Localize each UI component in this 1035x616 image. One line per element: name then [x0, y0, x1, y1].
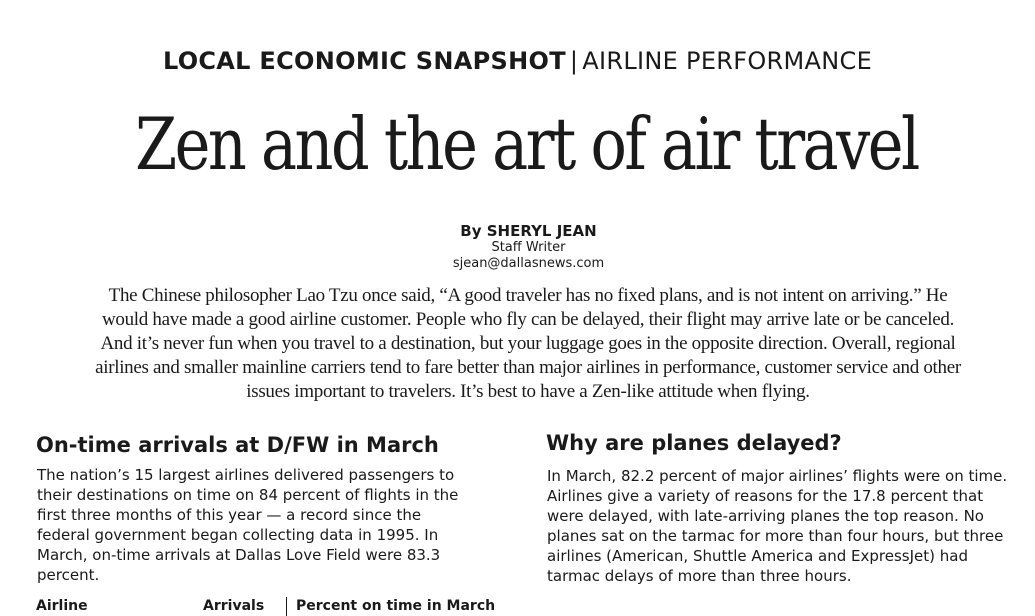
- kicker-separator: |: [569, 47, 579, 75]
- section-kicker: [0, 46, 1035, 76]
- kicker-topic: AIRLINE PERFORMANCE: [582, 47, 873, 75]
- on-time-heading: On-time arrivals at D/FW in March: [36, 433, 439, 457]
- byline-email: sjean@dallasnews.com: [452, 256, 605, 271]
- table-header-divider: [286, 597, 287, 616]
- delays-body: In March, 82.2 percent of major airlines’ flights were on time. Airlines give a variety of reasons for the 17.8 percent that were delayed, with late-arriving planes the top reason. No planes sat on the tarmac for more than four hours, but three airlines (American, Shuttle America and ExpressJet) had tarmac delays of more than three hours.: [547, 467, 1008, 585]
- byline-role: Staff Writer: [491, 240, 566, 255]
- delays-heading: Why are planes delayed?: [546, 431, 842, 455]
- on-time-body: The nation’s 15 largest airlines delivered passengers to their destinations on time on 84 percent of flights in the first three months of this year — a record since the federal government began collecting data in 1995. In March, on-time arrivals at Dallas Love Field were 83.3 percent.: [37, 466, 459, 584]
- table-header-airline: Airline: [36, 598, 88, 614]
- headline: Zen and the art of air travel: [135, 102, 918, 186]
- intro-paragraph: The Chinese philosopher Lao Tzu once said, “A good traveler has no fixed plans, and is not intent on arriving.” He would have made a good airline customer. People who fly can be delayed, their flight may arrive late or be canceled. And it’s never fun when you travel to a destination, but your luggage goes in the opposite direction. Overall, regional airlines and smaller mainline carriers tend to fare better than major airlines in performance, customer service and other issues important to travelers. It’s best to have a Zen-like attitude when flying.: [95, 285, 961, 402]
- table-header-percent: Percent on time in March: [296, 598, 496, 614]
- table-header-arrivals: Arrivals: [203, 598, 265, 614]
- kicker-section: LOCAL ECONOMIC SNAPSHOT: [162, 47, 566, 75]
- arrivals-table-header: [0, 596, 1035, 616]
- byline-name: By SHERYL JEAN: [460, 222, 597, 240]
